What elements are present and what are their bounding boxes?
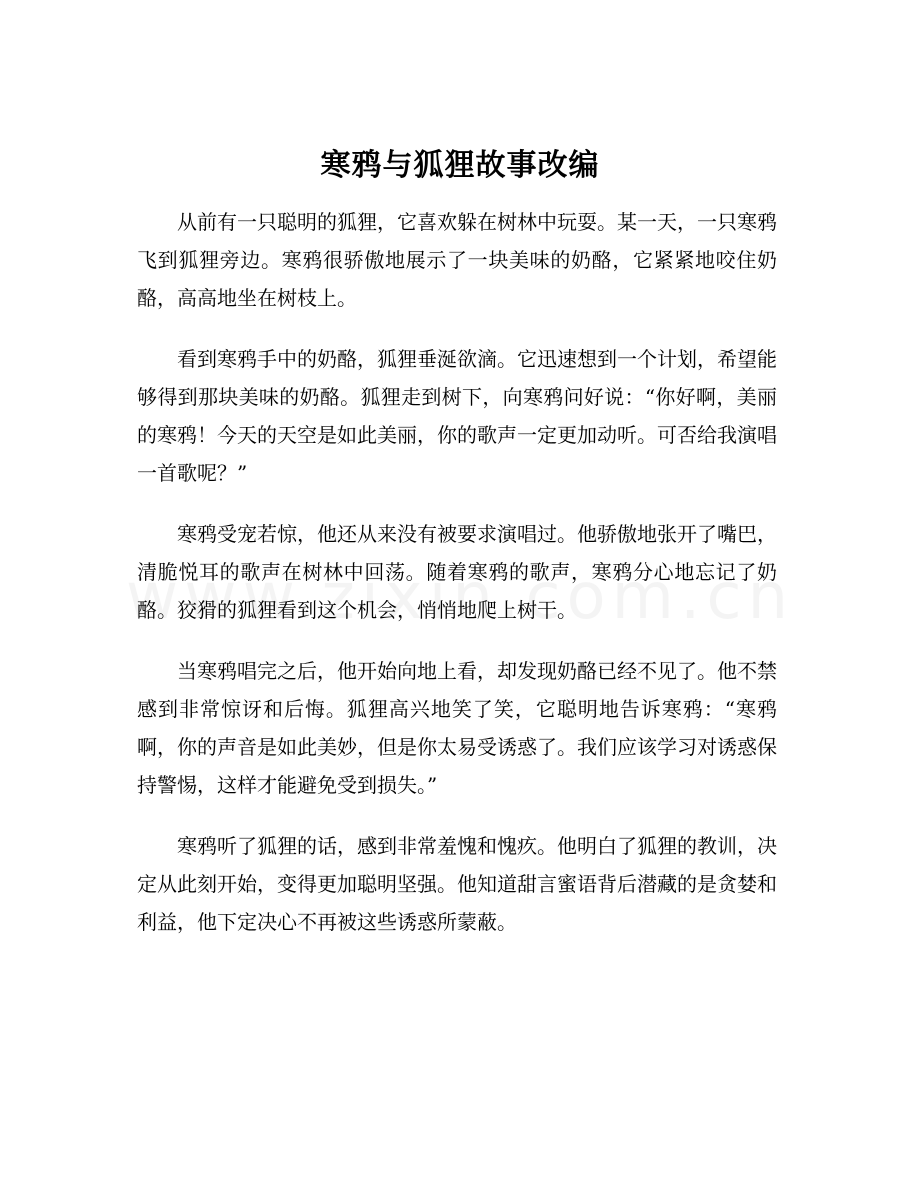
- document-body: [137, 203, 777, 964]
- paragraph-4: 当寒鸦唱完之后，他开始向地上看，却发现奶酪已经不见了。他不禁感到非常惊讶和后悔。狐狸高兴地笑了笑，它聪明地告诉寒鸦：“寒鸦啊，你的声音是如此美妙，但是你太易受诱惑了。我们应该学习对诱惑保持警惕，这样才能避免受到损失。”: [137, 659, 777, 797]
- document-title: 寒鸦与狐狸故事改编: [320, 148, 600, 183]
- paragraph-1: 从前有一只聪明的狐狸，它喜欢躲在树林中玩耍。某一天，一只寒鸦飞到狐狸旁边。寒鸦很骄傲地展示了一块美味的奶酪，它紧紧地咬住奶酪，高高地坐在树枝上。: [137, 210, 777, 310]
- paragraph-2: 看到寒鸦手中的奶酪，狐狸垂涎欲滴。它迅速想到一个计划，希望能够得到那块美味的奶酪。狐狸走到树下，向寒鸦问好说：“你好啊，美丽的寒鸦！今天的天空是如此美丽，你的歌声一定更加动听。可否给我演唱一首歌呢？”: [137, 347, 777, 485]
- paragraph-5: 寒鸦听了狐狸的话，感到非常羞愧和愧疚。他明白了狐狸的教训，决定从此刻开始，变得更加聪明坚强。他知道甜言蜜语背后潜藏的是贪婪和利益，他下定决心不再被这些诱惑所蒙蔽。: [137, 834, 777, 934]
- paragraph-3: 寒鸦受宠若惊，他还从来没有被要求演唱过。他骄傲地张开了嘴巴，清脆悦耳的歌声在树林中回荡。随着寒鸦的歌声，寒鸦分心地忘记了奶酪。狡猾的狐狸看到这个机会，悄悄地爬上树干。: [137, 522, 777, 622]
